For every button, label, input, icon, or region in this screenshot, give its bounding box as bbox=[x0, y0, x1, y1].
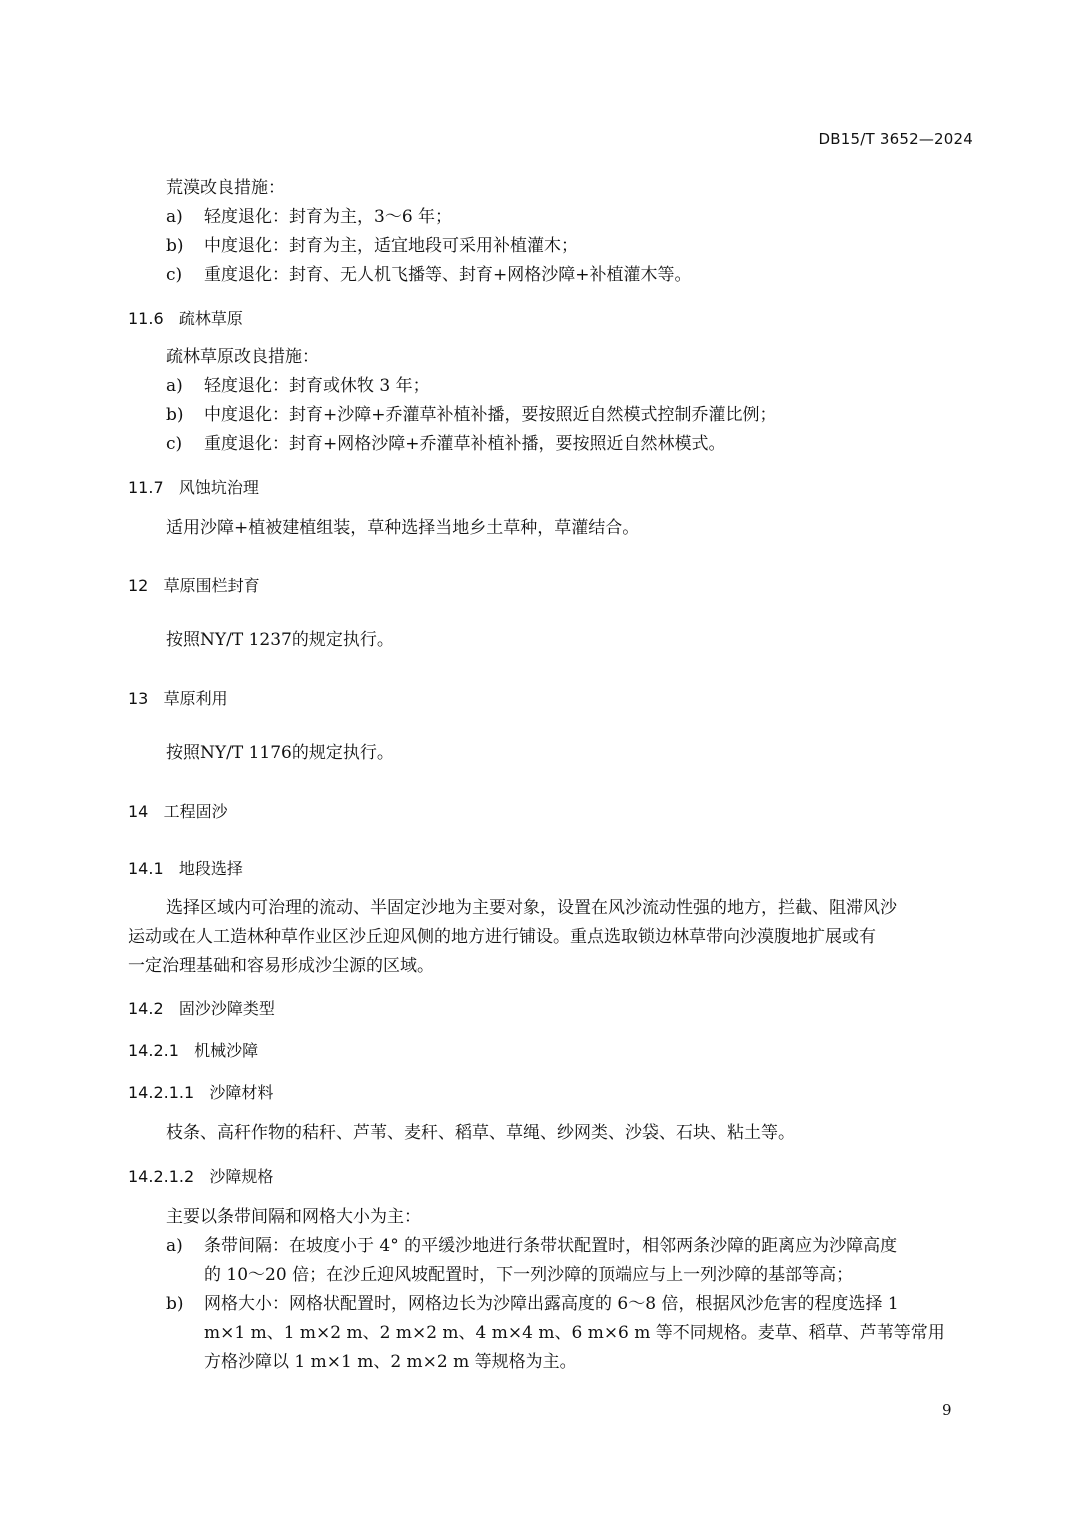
section-heading bbox=[128, 799, 228, 822]
list-marker: c) bbox=[166, 265, 183, 285]
list-text: 轻度退化：封育为主，3～6 年； bbox=[204, 207, 453, 227]
section-title: 草原围栏封育 bbox=[163, 576, 260, 595]
section-title: 风蚀坑治理 bbox=[178, 478, 259, 497]
section-title: 固沙沙障类型 bbox=[178, 999, 275, 1018]
section-number: 11.7 bbox=[128, 478, 164, 497]
list-text: 中度退化：封育为主，适宜地段可采用补植灌木； bbox=[204, 236, 578, 256]
section-title: 疏林草原 bbox=[178, 309, 243, 328]
section-heading bbox=[128, 686, 228, 709]
page-number: 9 bbox=[942, 1401, 952, 1419]
section-number: 11.6 bbox=[128, 309, 164, 328]
paragraph-desert-intro: 荒漠改良措施： bbox=[166, 178, 285, 198]
paragraph: 适用沙障+植被建植组装，草种选择当地乡土草种，草灌结合。 bbox=[166, 518, 640, 538]
section-title: 沙障规格 bbox=[209, 1167, 274, 1186]
section-heading bbox=[128, 1164, 273, 1187]
paragraph-open-forest-intro: 疏林草原改良措施： bbox=[166, 347, 319, 367]
list-text: 条带间隔：在坡度小于 4° 的平缓沙地进行条带状配置时，相邻两条沙障的距离应为沙障高度 bbox=[204, 1236, 898, 1256]
list-text: 网格大小：网格状配置时，网格边长为沙障出露高度的 6～8 倍，根据风沙危害的程度选择 1 bbox=[204, 1294, 899, 1314]
list-marker: a) bbox=[166, 207, 183, 227]
list-text: 中度退化：封育+沙障+乔灌草补植补播，要按照近自然模式控制乔灌比例； bbox=[204, 405, 777, 425]
section-title: 草原利用 bbox=[163, 689, 228, 708]
list-marker: a) bbox=[166, 376, 183, 396]
list-item bbox=[166, 372, 430, 401]
paragraph-line: 一定治理基础和容易形成沙尘源的区域。 bbox=[128, 956, 434, 976]
section-title: 沙障材料 bbox=[209, 1083, 274, 1102]
section-number: 14.2.1.1 bbox=[128, 1083, 195, 1102]
paragraph: 枝条、高秆作物的秸秆、芦苇、麦秆、稻草、草绳、纱网类、沙袋、石块、粘土等。 bbox=[166, 1123, 795, 1143]
list-marker: b) bbox=[166, 1294, 184, 1314]
list-item bbox=[166, 203, 452, 232]
list-text-continuation: 的 10～20 倍；在沙丘迎风坡配置时，下一列沙障的顶端应与上一列沙障的基部等高； bbox=[204, 1265, 854, 1285]
list-item bbox=[166, 1232, 897, 1261]
section-heading bbox=[128, 996, 275, 1019]
list-text: 重度退化：封育、无人机飞播等、封育+网格沙障+补植灌木等。 bbox=[204, 265, 692, 285]
section-number: 14.2.1.2 bbox=[128, 1167, 195, 1186]
list-item bbox=[166, 430, 726, 459]
section-number: 14.2 bbox=[128, 999, 164, 1018]
list-marker: b) bbox=[166, 236, 184, 256]
section-title: 工程固沙 bbox=[163, 802, 228, 821]
list-text: 重度退化：封育+网格沙障+乔灌草补植补播，要按照近自然林模式。 bbox=[204, 434, 726, 454]
list-marker: a) bbox=[166, 1236, 183, 1256]
list-text: 轻度退化：封育或休牧 3 年； bbox=[204, 376, 430, 396]
list-item bbox=[166, 261, 692, 290]
list-item bbox=[166, 1290, 899, 1319]
list-item bbox=[166, 401, 777, 430]
section-heading bbox=[128, 306, 243, 329]
section-number: 14.2.1 bbox=[128, 1041, 179, 1060]
section-heading bbox=[128, 475, 259, 498]
document-code: DB15/T 3652—2024 bbox=[818, 130, 973, 148]
list-marker: c) bbox=[166, 434, 183, 454]
section-number: 14 bbox=[128, 802, 149, 821]
list-text-continuation: m×1 m、1 m×2 m、2 m×2 m、4 m×4 m、6 m×6 m 等不同规格。麦草、稻草、芦苇等常用 bbox=[204, 1323, 945, 1343]
paragraph-line: 运动或在人工造林种草作业区沙丘迎风侧的地方进行铺设。重点选取锁边林草带向沙漠腹地扩展或有 bbox=[128, 927, 876, 947]
section-title: 地段选择 bbox=[178, 859, 243, 878]
section-number: 13 bbox=[128, 689, 149, 708]
paragraph: 按照NY/T 1237的规定执行。 bbox=[166, 630, 394, 650]
section-heading bbox=[128, 1038, 258, 1061]
section-number: 12 bbox=[128, 576, 149, 595]
list-marker: b) bbox=[166, 405, 184, 425]
paragraph: 按照NY/T 1176的规定执行。 bbox=[166, 743, 394, 763]
section-heading bbox=[128, 856, 243, 879]
list-item bbox=[166, 232, 578, 261]
paragraph-barrier-spec-intro: 主要以条带间隔和网格大小为主： bbox=[166, 1207, 421, 1227]
section-heading bbox=[128, 1080, 273, 1103]
section-number: 14.1 bbox=[128, 859, 164, 878]
list-text-continuation: 方格沙障以 1 m×1 m、2 m×2 m 等规格为主。 bbox=[204, 1352, 577, 1372]
paragraph-line: 选择区域内可治理的流动、半固定沙地为主要对象，设置在风沙流动性强的地方，拦截、阻滞风沙 bbox=[166, 898, 897, 918]
section-title: 机械沙障 bbox=[194, 1041, 259, 1060]
section-heading bbox=[128, 573, 260, 596]
